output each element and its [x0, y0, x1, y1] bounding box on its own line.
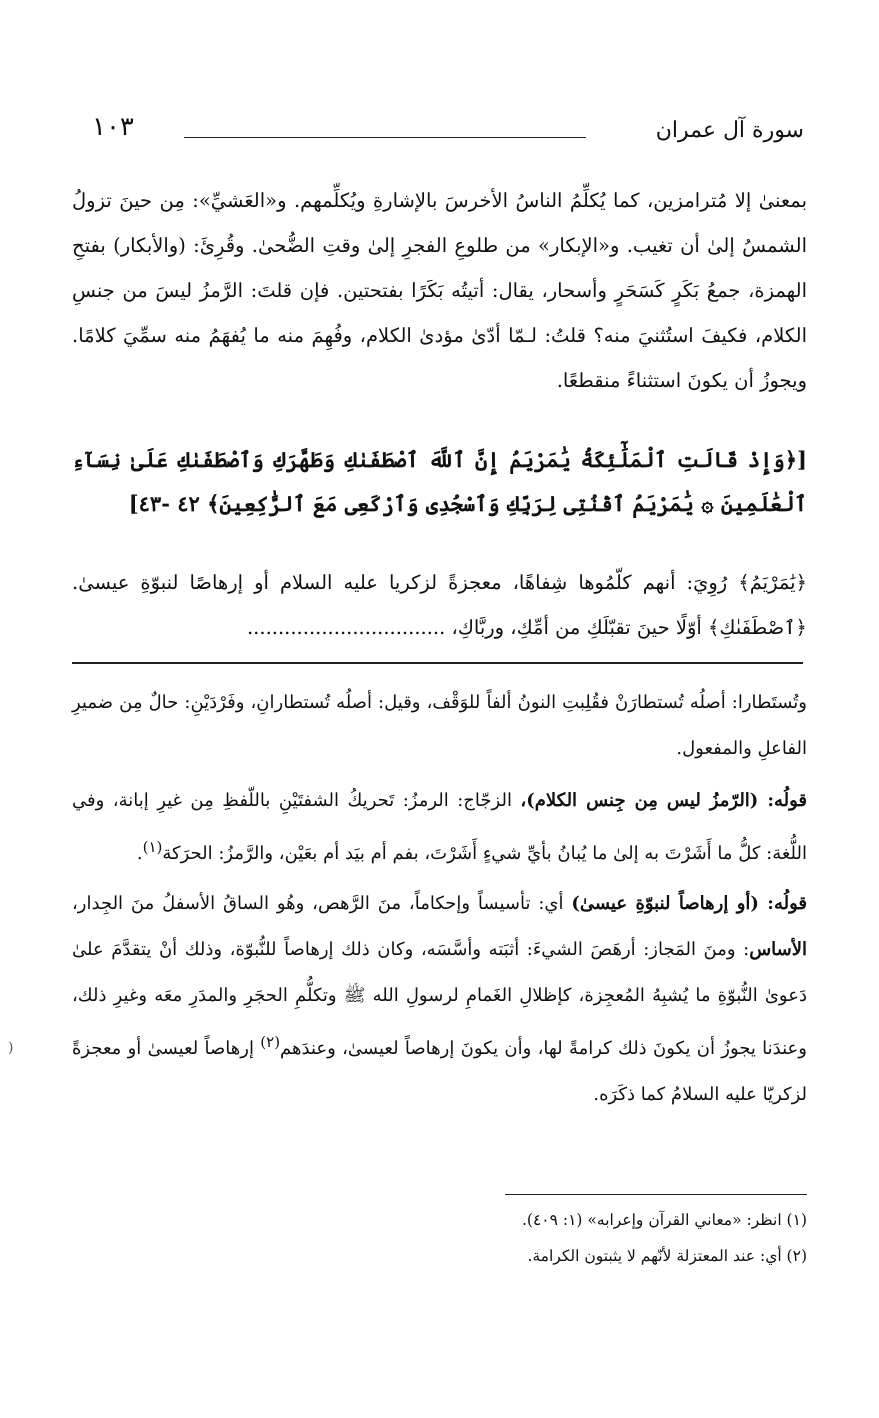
footnote-2: (٢) أي: عند المعتزلة لأنّهم لا يثبتون الكرامة.	[527, 1247, 807, 1265]
verse-explanation-text: ﴿يَٰمَرْيَمُ﴾ رُوِيَ: أنهم كلّمُوها شِفاهًا، معجزةً لزكريا عليه السلام أو إرهاصًا لنبوّةِ عيسىٰ. ﴿ٱصْطَفَىٰكِ﴾ أوّلًا حينَ تقبّلَكِ من أمِّكِ، وربَّاكِ،	[72, 571, 807, 639]
commentary-quote: قولُه: (أو إرهاصاً لنبوّةِ عيسىٰ)	[571, 893, 807, 914]
footnote-divider	[505, 1194, 807, 1195]
commentary-text: أي: تأسيساً وإحكاماً، منَ الرَّهص، وهُو الساقُ الأسفلُ منَ الجِدار،	[72, 893, 572, 914]
commentary-paragraph-2	[72, 778, 807, 877]
commentary-paragraph-1: وتُستَطارا: أصلُه تُستطارَنْ فقُلِبتِ النونُ ألفاً للوَقْف، وقيل: أصلُه تُستطارانِ، وفَرْدَيْنِ: حالٌ مِن ضميرِ الفاعلِ والمفعول.	[72, 692, 807, 759]
commentary-section	[72, 680, 807, 1118]
commentary-text: إرهاصاً لعيسىٰ أو معجزةً لزكريّا عليه السلامُ كما ذكَرَه.	[72, 1038, 807, 1105]
header-rule	[184, 137, 586, 138]
commentary-paragraph-3	[72, 881, 807, 1118]
commentary-divider	[72, 662, 803, 664]
verse-text: [﴿وَإِذْ قَالَتِ ٱلْمَلَٰٓئِكَةُ يَٰمَرْيَمُ إِنَّ ٱللَّهَ ٱصْطَفَىٰكِ وَطَهَّرَكِ وَٱصْطَفَىٰكِ عَلَىٰ نِسَآءِ ٱلْعَٰلَمِينَ ۞ يَٰمَرْيَمُ ٱقْنُتِى لِرَبِّكِ وَٱسْجُدِى وَٱرْكَعِى مَعَ ٱلرَّٰكِعِينَ﴾ ٤٢ -٤٣]	[72, 447, 807, 516]
footnotes	[72, 1202, 807, 1274]
continuation-dots: ................................	[246, 616, 446, 639]
running-title: سورة آل عمران	[655, 118, 804, 143]
commentary-text: : ومنَ المَجاز: أرهَصَ الشيءَ: أثبَته وأسَّسَه، وكان ذلك إرهاصاً للنُّبوّة، وذلك أنْ يتقدَّمَ علىٰ دَعوىٰ النُّبوّةِ ما يُشبِهُ المُعجِزة، كإظلالِ الغَمامِ لرسولِ الله ﷺ وتكلُّمِ الحجَرِ والمدَرِ معَه وغيرِ ذلك، وعندَنا يجوزُ أن يكونَ ذلك كرامةً لها، وأن يكونَ إرهاصاً لعيسىٰ، وعندَهم	[72, 939, 807, 1059]
commentary-quote: قولُه: (الرّمزُ ليس مِن جِنس الكلام)،	[520, 790, 808, 811]
verse-explanation-paragraph	[72, 560, 807, 650]
commentary-term: الأساس	[749, 939, 807, 960]
quran-verse	[72, 438, 807, 526]
page-header	[92, 112, 804, 158]
footnote-ref-1: (١)	[142, 838, 163, 856]
commentary-end: .	[136, 843, 143, 864]
margin-bracket: (	[8, 1040, 14, 1056]
commentary-text: الزجّاج: الرمزُ: تَحريكُ الشفتَيْنِ باللّفظِ مِن غيرِ إبانة، وفي اللُّغة: كلُّ ما أَشَرْتَ به إلىٰ ما يُبانُ بأيِّ شيءٍ أَشَرْتَ، بفم أم بيَد أم بعَيْن، والرَّمزُ: الحرَكة	[72, 790, 807, 864]
footnote-ref-2: (٢)	[260, 1033, 281, 1051]
verse-explanation	[72, 560, 807, 650]
main-paragraph: بمعنىٰ إلا مُترامزين، كما يُكلِّمُ الناسُ الأخرسَ بالإشارةِ ويُكلِّمهم. و«العَشيِّ»: مِن حينَ تزولُ الشمسُ إلىٰ أن تغيب. و«الإبكار» من طلوعِ الفجرِ إلىٰ وقتِ الضُّحىٰ. وقُرِئَ: (والأبكار) بفتحِ الهمزة، جمعُ بَكَرٍ كَسَحَرٍ وأسحار، يقال: أتيتُه بَكَرًا بفتحتين. فإن قلتَ: الرَّمزُ ليسَ من جنسِ الكلام، فكيفَ استُثنيَ منه؟ قلتُ: لـمّا أدّىٰ مؤدىٰ الكلام، وفُهِمَ منه ما يُفهَمُ منه سمِّيَ كلامًا. ويجوزُ أن يكونَ استثناءً منقطعًا.	[72, 189, 807, 392]
page-number: ١٠٣	[92, 112, 134, 142]
main-text	[72, 178, 807, 403]
footnote-1: (١) انظر: «معاني القرآن وإعرابه» (١: ٤٠٩).	[521, 1211, 807, 1229]
